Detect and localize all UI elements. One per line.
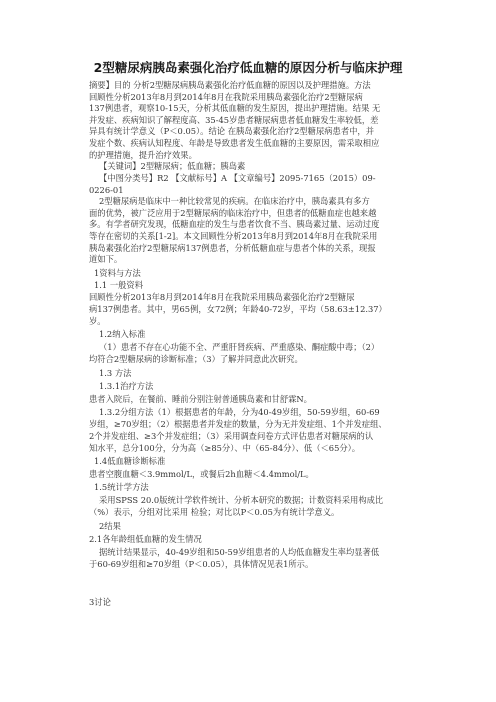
body-line: （1）患者不存在心功能不全、严重肝肾疾病、严重感染、酮症酸中毒；（2） <box>99 342 380 352</box>
body-line: 2型糖尿病是临床中一种比较常见的疾病。在临床治疗中，胰岛素具有多方 <box>99 196 370 206</box>
body-line: 道如下。 <box>89 254 123 264</box>
body-line: 多。有学者研究发现，低糖血症的发生与患者饮食不当、胰岛素过量、运动过度 <box>89 219 380 229</box>
body-line: 病137例患者。其中，男65例，女72例；年龄40-72岁，平均（58.63±12.37） <box>89 304 387 314</box>
body-line: 等存在密切的关系[1-2]。本文回顾性分析2013年8月到2014年8月在我院采用 <box>89 231 378 241</box>
subsection-heading: 1.5统计学方法 <box>94 482 149 492</box>
abstract-line: 137例患者，观察10-15天，分析其低血糖的发生原因，提出护理措施。结果 无 <box>89 103 381 113</box>
abstract-line: 摘要】目的 分析2型糖尿病胰岛素强化治疗低血糖的原因以及护理措施。方法 <box>89 80 371 90</box>
abstract-line: 发症个数、疾病认知程度、年龄是导致患者发生低血糖的主要原因，需采取相应 <box>89 138 380 148</box>
body-line: 于60-69岁组和≥70岁组（P＜0.05），具体情况见表1所示。 <box>89 559 314 569</box>
abstract-line: 异具有统计学意义（P＜0.05）。结论 在胰岛素强化治疗2型糖尿病患者中，并 <box>89 126 375 136</box>
abstract-line: 并发症、疾病知识了解程度高、35-45岁患者糖尿病患者低血糖发生率较低，差 <box>89 115 379 125</box>
subsection-heading: 1.3 方法 <box>99 368 132 378</box>
subsection-heading: 1.4低血糖诊断标准 <box>94 456 166 466</box>
subsection-heading: 1.3.1治疗方法 <box>99 381 154 391</box>
body-line: 患者入院后，在餐前、睡前分别注射普通胰岛素和甘舒霖N。 <box>89 394 312 404</box>
body-line: 胰岛素强化治疗2型糖尿病137例患者，分析低糖血症与患者个体的关系，现报 <box>89 243 376 253</box>
body-line: 采用SPSS 20.0版统计学软件统计、分析本研究的数据；计数资料采用构成比 <box>99 495 384 505</box>
subsection-heading: 1.1 一般资料 <box>94 280 144 290</box>
body-line: 面的优势，被广泛应用于2型糖尿病的临床治疗中，但患者的低糖血症也越来越 <box>89 208 377 218</box>
body-line: 据统计结果显示，40-49岁组和50-59岁组患者的人均低血糖发生率均显著低 <box>99 547 380 557</box>
body-line: （%）表示，分组对比采用 检验；对比以P＜0.05为有统计学意义。 <box>89 507 340 517</box>
body-line: 岁。 <box>89 316 106 326</box>
body-line: 知水平，总分100分，分为高（≥85分）、中（65-84分）、低（＜65分）。 <box>89 443 361 453</box>
body-line: 1.3.2分组方法（1）根据患者的年龄，分为40-49岁组，50-59岁组，60-69 <box>99 407 380 417</box>
classification-line: 0226-01 <box>89 185 124 195</box>
subsection-heading: 2.1各年龄组低血糖的发生情况 <box>89 534 202 544</box>
classification-line: 【中图分类号】R2 【文献标号】A 【文章编号】2095-7165（2015）09- <box>99 173 376 183</box>
keywords-line: 【关键词】2型糖尿病；低血糖；胰岛素 <box>99 161 246 171</box>
body-line: 岁组，≥70岁组；（2）根据患者并发症的数量，分为无并发症组、1个并发症组、 <box>89 419 387 429</box>
body-line: 均符合2型糖尿病的诊断标准；（3）了解并同意此次研究。 <box>89 354 303 364</box>
section-heading: 2结果 <box>99 521 121 531</box>
body-line: 患者空腹血糖＜3.9mmol/L，或餐后2h血糖＜4.4mmol/L。 <box>89 469 314 479</box>
subsection-heading: 1.2纳入标准 <box>99 329 146 339</box>
abstract-line: 的护理措施，提升治疗效果。 <box>89 150 197 160</box>
section-heading: 1资料与方法 <box>94 268 141 278</box>
abstract-line: 回顾性分析2013年8月到2014年8月在我院采用胰岛素强化治疗2型糖尿病 <box>89 92 363 102</box>
paper-title: 2型糖尿病胰岛素强化治疗低血糖的原因分析与临床护理 <box>93 60 403 75</box>
body-line: 2个并发症组、≥3个并发症组；（3）采用调查问卷方式评估患者对糖尿病的认 <box>89 431 374 441</box>
section-heading: 3讨论 <box>89 597 111 607</box>
body-line: 回顾性分析2013年8月到2014年8月在我院采用胰岛素强化治疗2型糖尿 <box>89 292 355 302</box>
